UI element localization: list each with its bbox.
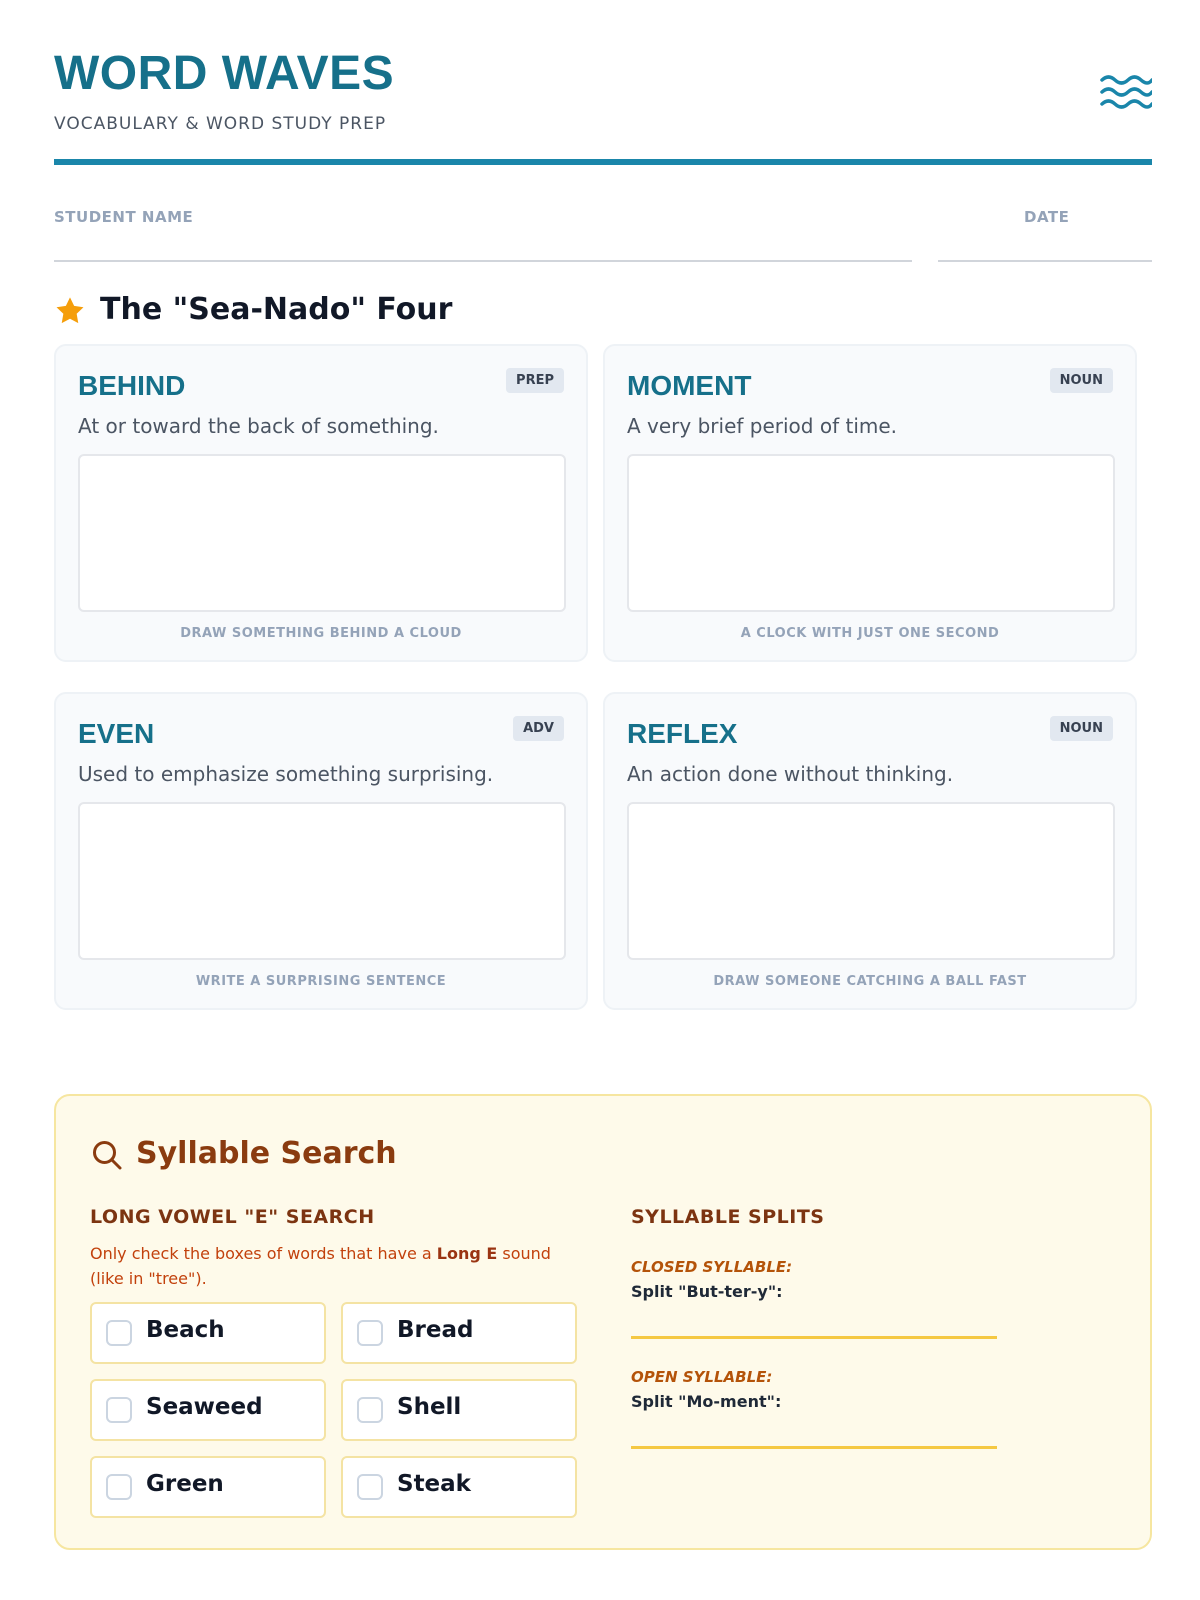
header bbox=[54, 0, 1152, 166]
vocab-cards bbox=[54, 344, 1152, 1016]
writing-area[interactable] bbox=[78, 802, 566, 960]
split-type-label: OPEN SYLLABLE: bbox=[631, 1368, 773, 1386]
search-icon bbox=[90, 1138, 124, 1172]
checkbox-square[interactable] bbox=[357, 1320, 383, 1346]
page-subtitle: VOCABULARY & WORD STUDY PREP bbox=[54, 114, 387, 134]
word-checkbox[interactable] bbox=[90, 1379, 326, 1441]
syllable-search-panel bbox=[54, 1094, 1152, 1550]
drawing-area[interactable] bbox=[627, 802, 1115, 960]
vocab-card bbox=[603, 692, 1137, 1010]
drawing-prompt: A CLOCK WITH JUST ONE SECOND bbox=[740, 626, 1000, 641]
long-vowel-instructions: Only check the boxes of words that have a Long E sound (like in "tree"). bbox=[90, 1244, 551, 1288]
student-name-label: STUDENT NAME bbox=[54, 208, 194, 226]
checkbox-label: Bread bbox=[397, 1317, 474, 1343]
part-of-speech-badge: ADV bbox=[513, 716, 564, 741]
word-checkbox[interactable] bbox=[341, 1379, 577, 1441]
checkbox-square[interactable] bbox=[357, 1397, 383, 1423]
checkbox-square[interactable] bbox=[357, 1474, 383, 1500]
header-divider bbox=[54, 159, 1152, 165]
star-icon bbox=[54, 295, 86, 327]
checkbox-label: Seaweed bbox=[146, 1394, 263, 1420]
drawing-prompt: DRAW SOMEONE CATCHING A BALL FAST bbox=[713, 974, 1027, 989]
drawing-prompt: DRAW SOMETHING BEHIND A CLOUD bbox=[180, 626, 462, 641]
vocab-word: BEHIND bbox=[78, 370, 186, 401]
word-checkbox[interactable] bbox=[341, 1302, 577, 1364]
vocab-word: MOMENT bbox=[627, 370, 752, 401]
vocab-card bbox=[54, 692, 588, 1010]
drawing-area[interactable] bbox=[78, 454, 566, 612]
syllable-splits-heading: SYLLABLE SPLITS bbox=[631, 1206, 825, 1228]
part-of-speech-badge: NOUN bbox=[1050, 368, 1113, 393]
checkbox-square[interactable] bbox=[106, 1474, 132, 1500]
vocab-definition: Used to emphasize something surprising. bbox=[78, 762, 494, 786]
page-title: WORD WAVES bbox=[54, 47, 395, 100]
drawing-area[interactable] bbox=[627, 454, 1115, 612]
part-of-speech-badge: NOUN bbox=[1050, 716, 1113, 741]
word-checkbox[interactable] bbox=[90, 1456, 326, 1518]
date-field[interactable] bbox=[938, 260, 1152, 262]
vocab-card bbox=[603, 344, 1137, 662]
vocab-definition: At or toward the back of something. bbox=[78, 414, 439, 438]
vocab-word: REFLEX bbox=[627, 718, 738, 749]
checkbox-label: Beach bbox=[146, 1317, 225, 1343]
word-checkbox[interactable] bbox=[341, 1456, 577, 1518]
word-checkbox[interactable] bbox=[90, 1302, 326, 1364]
split-question: Split "But-ter-y": bbox=[631, 1282, 783, 1301]
checkbox-square[interactable] bbox=[106, 1397, 132, 1423]
vocab-definition: An action done without thinking. bbox=[627, 762, 954, 786]
part-of-speech-badge: PREP bbox=[506, 368, 564, 393]
writing-prompt: WRITE A SURPRISING SENTENCE bbox=[195, 974, 447, 989]
checkbox-square[interactable] bbox=[106, 1320, 132, 1346]
syllable-search-title: Syllable Search bbox=[136, 1136, 397, 1171]
vocab-definition: A very brief period of time. bbox=[627, 414, 898, 438]
student-fields bbox=[54, 166, 1152, 276]
checkbox-label: Shell bbox=[397, 1394, 462, 1420]
checkbox-label: Steak bbox=[397, 1471, 471, 1497]
waves-icon bbox=[1100, 72, 1152, 116]
split-answer-line[interactable] bbox=[631, 1336, 997, 1339]
section-title: The "Sea-Nado" Four bbox=[100, 292, 453, 327]
split-answer-line[interactable] bbox=[631, 1446, 997, 1449]
date-label: DATE bbox=[1024, 208, 1070, 226]
long-vowel-heading: LONG VOWEL "E" SEARCH bbox=[90, 1206, 375, 1228]
split-question: Split "Mo-ment": bbox=[631, 1392, 782, 1411]
vocab-card bbox=[54, 344, 588, 662]
worksheet-page bbox=[54, 0, 1152, 1497]
section-heading bbox=[54, 276, 1152, 344]
vocab-word: EVEN bbox=[78, 718, 155, 749]
checkbox-label: Green bbox=[146, 1471, 224, 1497]
student-name-field[interactable] bbox=[54, 260, 912, 262]
split-type-label: CLOSED SYLLABLE: bbox=[631, 1258, 793, 1276]
